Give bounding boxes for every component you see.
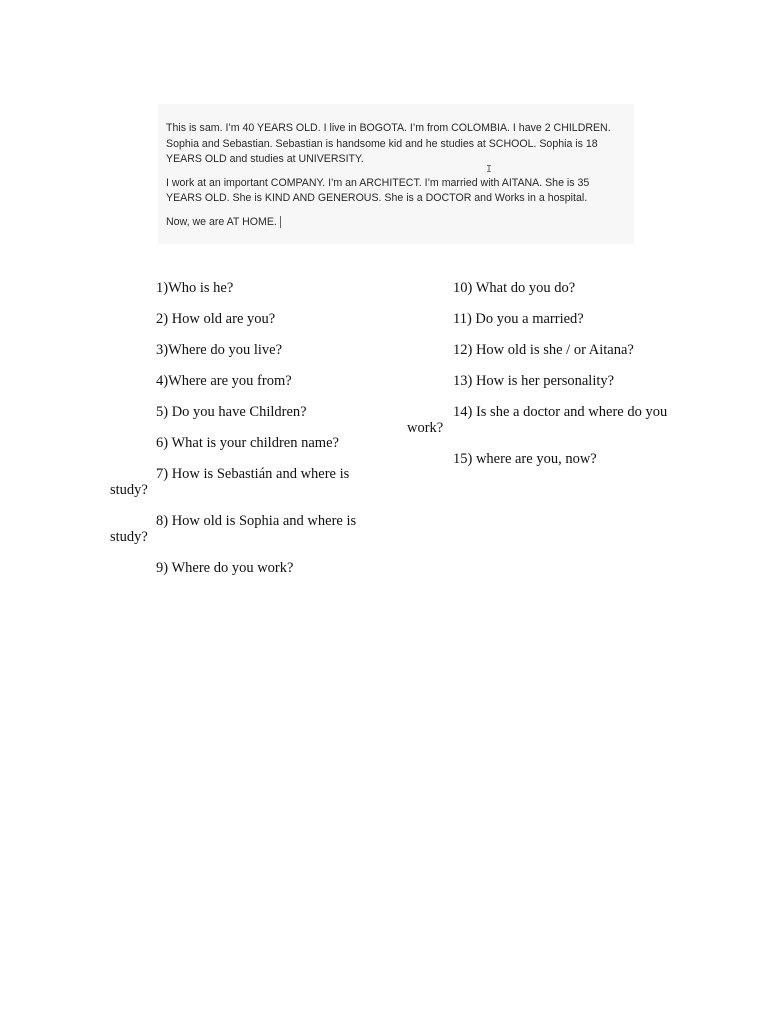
questions-right-column [407, 280, 669, 482]
question-12: 12) How old is she / or Aitana? [453, 342, 634, 358]
question-8: 8) How old is Sophia and where is study? [110, 513, 357, 545]
passage-paragraph-3-text: Now, we are AT HOME. [166, 215, 277, 228]
text-caret [280, 216, 281, 228]
question-11: 11) Do you a married? [453, 311, 584, 327]
question-7: 7) How is Sebastián and where is study? [110, 466, 350, 498]
question-10: 10) What do you do? [453, 280, 576, 296]
question-15: 15) where are you, now? [453, 451, 597, 467]
text-cursor-icon: I [486, 164, 493, 175]
question-14: 14) Is she a doctor and where do you work? [407, 404, 668, 436]
question-4: 4)Where are you from? [156, 373, 292, 389]
question-13: 13) How is her personality? [453, 373, 615, 389]
question-2: 2) How old are you? [156, 311, 276, 327]
passage-paragraph-3 [166, 215, 616, 231]
question-9: 9) Where do you work? [156, 560, 294, 576]
question-3: 3)Where do you live? [156, 342, 283, 358]
questions-left-column [110, 280, 360, 591]
reading-passage-image [158, 104, 634, 244]
passage-paragraph-1: This is sam. I’m 40 YEARS OLD. I live in BOGOTA. I’m from COLOMBIA. I have 2 CHILDREN. Sophia and Sebastian. Sebastian is handsome kid and he studies at SCHOOL. Sophia is 18 YEARS OLD and studies at UNIVERSITY. [166, 122, 611, 165]
question-1: 1)Who is he? [156, 280, 234, 296]
passage-paragraph-2: I work at an important COMPANY. I’m an ARCHITECT. I’m married with AITANA. She is 35 YEARS OLD. She is KIND AND GENEROUS. She is a DOCTOR and Works in a hospital. [166, 176, 590, 204]
question-6: 6) What is your children name? [156, 435, 339, 451]
question-5: 5) Do you have Children? [156, 404, 307, 420]
